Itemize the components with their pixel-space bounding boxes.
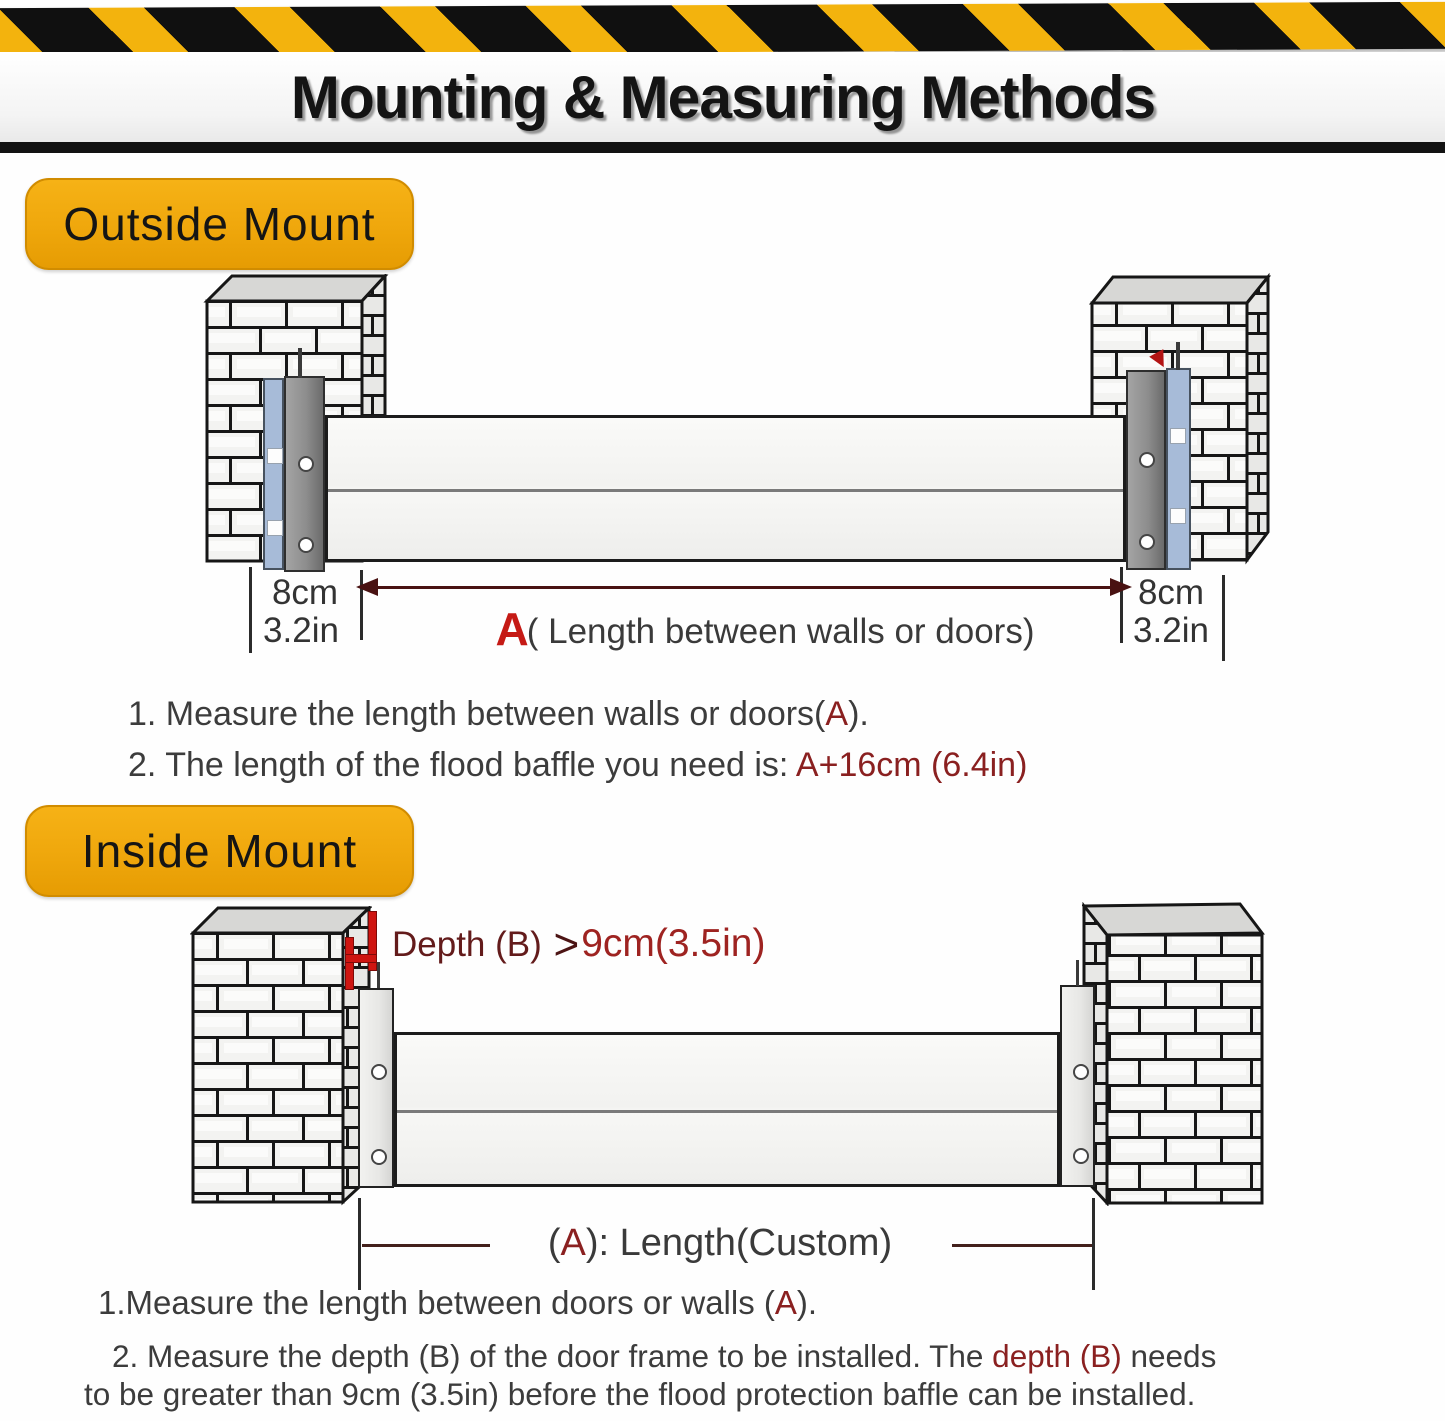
screw-hole	[298, 456, 314, 472]
anchor-pin	[377, 962, 380, 988]
length-variable-a: A	[560, 1222, 586, 1264]
inside-mount-badge: Inside Mount	[25, 805, 414, 897]
screw-hole	[1073, 1064, 1089, 1080]
screw-hole	[1139, 534, 1155, 550]
flood-barrier-panel	[325, 415, 1126, 562]
anchor-pin	[1176, 342, 1180, 370]
outside-mount-instructions	[128, 694, 1027, 785]
screw-hole	[298, 537, 314, 553]
depth-label: Depth (B) >9cm(3.5in)	[392, 920, 766, 969]
custom-length-label: (A): Length(Custom)	[547, 1222, 893, 1264]
right-gap-inch: 3.2in	[1133, 611, 1209, 650]
title-band	[0, 52, 1445, 142]
inside-step-2-continued: to be greater than 9cm (3.5in) before the flood protection baffle can be installed.	[84, 1376, 1196, 1412]
left-gap-inch: 3.2in	[263, 611, 339, 650]
right-brick-pillar-illustration	[1082, 902, 1266, 1206]
depth-bracket-front-bar	[345, 937, 354, 990]
wall-rail-left	[263, 378, 284, 570]
rail-slot	[1170, 428, 1186, 444]
inside-mount-instructions	[84, 1284, 1216, 1413]
dimension-tick	[358, 1198, 361, 1290]
title-divider-bar	[0, 142, 1445, 153]
screw-hole	[371, 1064, 387, 1080]
screw-hole	[371, 1149, 387, 1165]
anchor-pin	[298, 348, 302, 378]
barrier-seam-line	[328, 489, 1123, 492]
hazard-stripe-banner	[0, 2, 1445, 55]
length-arrow	[370, 586, 1118, 589]
inside-mount-diagram	[0, 898, 1445, 1308]
rail-slot	[267, 448, 283, 464]
mounting-channel-left	[358, 988, 394, 1188]
arrowhead-left-icon	[356, 578, 378, 596]
page-title: Mounting & Measuring Methods	[290, 63, 1155, 131]
wall-rail-right	[1166, 368, 1191, 570]
flood-barrier-panel	[394, 1032, 1060, 1187]
dimension-tick	[1092, 1198, 1095, 1290]
length-variable-a: A	[495, 603, 527, 655]
outside-mount-diagram	[0, 270, 1445, 680]
right-gap-cm: 8cm	[1137, 573, 1205, 612]
span-length-label: A( Length between walls or doors)	[495, 603, 1035, 655]
outside-step-1: 1. Measure the length between walls or doors(A).	[128, 695, 869, 733]
mounting-channel-right	[1126, 370, 1166, 570]
arrowhead-right-icon	[1110, 578, 1132, 596]
mounting-channel-left	[284, 376, 325, 572]
mounting-channel-right	[1060, 985, 1095, 1187]
left-gap-cm: 8cm	[271, 573, 339, 612]
screw-hole	[1073, 1148, 1089, 1164]
outside-step-2: 2. The length of the flood baffle you need is: A+16cm (6.4in)	[128, 746, 1028, 784]
rail-slot	[267, 520, 283, 536]
outside-mount-badge: Outside Mount	[25, 178, 414, 270]
anchor-pin	[1076, 960, 1079, 986]
barrier-seam-line	[397, 1110, 1057, 1113]
screw-hole	[1139, 452, 1155, 468]
inside-step-1: 1.Measure the length between doors or walls (A).	[98, 1284, 818, 1321]
depth-bracket-cross-bar	[345, 954, 377, 963]
inside-step-2: 2. Measure the depth (B) of the door frame to be installed. The depth (B) needs	[112, 1338, 1217, 1374]
rail-slot	[1170, 508, 1186, 524]
